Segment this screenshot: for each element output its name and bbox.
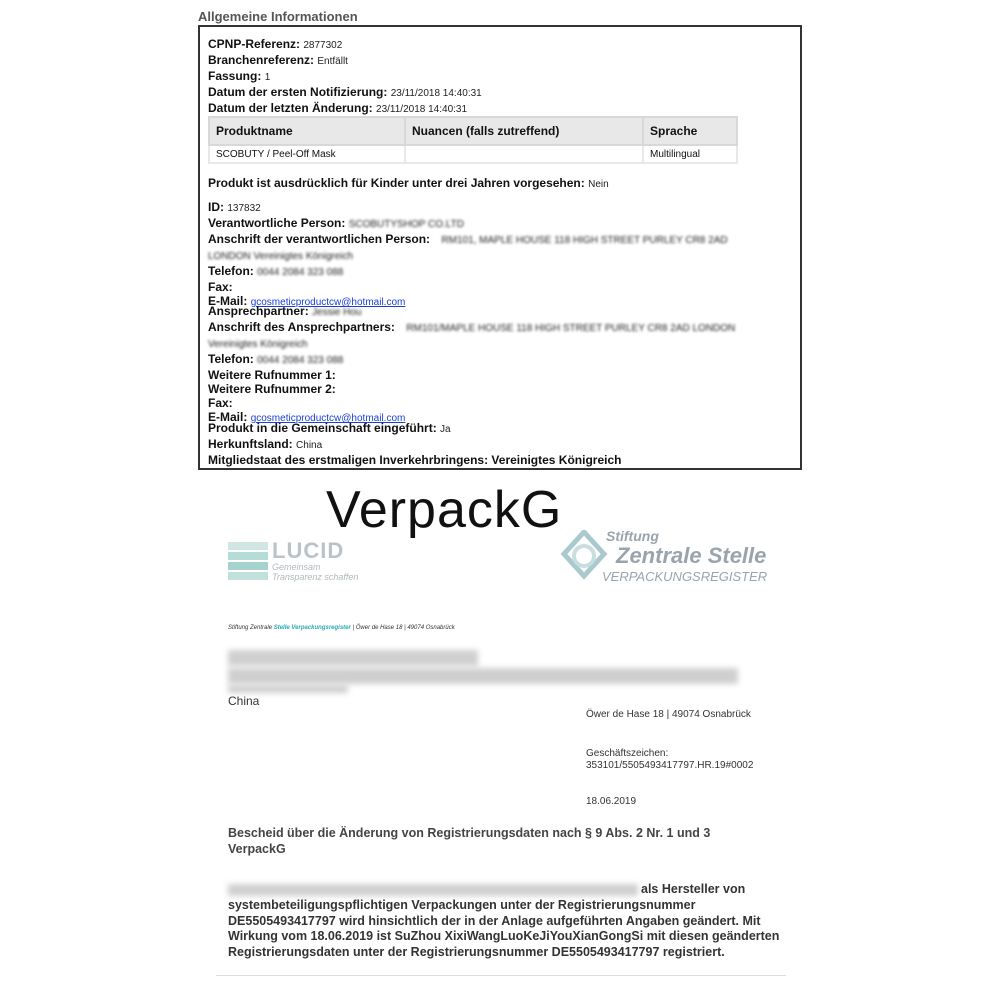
contact-address-label: Anschrift des Ansprechpartners:: [208, 320, 395, 334]
contact-name-label: Ansprechpartner:: [208, 304, 309, 318]
lucid-logo: [228, 538, 368, 584]
id-label: ID:: [208, 200, 224, 214]
header-sprache: Sprache: [643, 117, 737, 145]
lucid-tagline-2: Transparenz schaffen: [272, 572, 359, 582]
reference-value: 353101/5505493417797.HR.19#0002: [586, 760, 754, 771]
responsible-block: [208, 200, 788, 310]
contact-phone-value: 0044 2084 323 088: [257, 355, 344, 366]
cpnp-value: 2877302: [303, 40, 343, 51]
kinder-value: Nein: [588, 179, 609, 190]
member-state-label: Mitgliedstaat des erstmaligen Inverkehrbringens:: [208, 453, 489, 467]
address-line1: RM101, MAPLE HOUSE 118 HIGH STREET PURLEY CR8 2AD: [441, 235, 728, 246]
header-nuancen: Nuancen (falls zutreffend): [405, 117, 643, 145]
origin-value: China: [296, 440, 323, 451]
contact-phone-label: Telefon:: [208, 352, 254, 366]
contact-fax-label: Fax:: [208, 396, 233, 410]
reference-label: Geschäftszeichen:: [586, 748, 669, 759]
lucid-tagline-1: Gemeinsam: [272, 562, 321, 572]
table-row: [209, 145, 737, 163]
redacted-address-2: [228, 668, 738, 684]
fax-label: Fax:: [208, 280, 233, 294]
phone-label: Telefon:: [208, 264, 254, 278]
contact-name-value: Jessie Hou: [312, 307, 362, 318]
community-block: [208, 421, 621, 467]
phone3-label: Weitere Rufnummer 2:: [208, 382, 336, 396]
divider: [216, 975, 786, 976]
phone-value: 0044 2084 323 088: [257, 267, 344, 278]
person-value: SCOBUTYSHOP CO.LTD: [348, 219, 464, 230]
body-line-1: als Hersteller von: [641, 882, 746, 896]
branche-label: Branchenreferenz:: [208, 53, 315, 67]
product-table: [208, 116, 738, 164]
contact-email-label: E-Mail:: [208, 410, 248, 424]
letter-country: China: [228, 694, 260, 708]
cpnp-label: CPNP-Referenz:: [208, 37, 301, 51]
letter-head-suffix: | Öwer de Hase 18 | 49074 Osnabrück: [352, 625, 455, 631]
last-change-label: Datum der letzten Änderung:: [208, 101, 373, 115]
email-label: E-Mail:: [208, 294, 248, 308]
person-label: Verantwortliche Person:: [208, 216, 346, 230]
letter-head-prefix: Stiftung Zentrale: [228, 625, 273, 631]
branche-value: Entfällt: [317, 56, 348, 67]
address-label: Anschrift der verantwortlichen Person:: [208, 232, 431, 246]
body-rest: systembeteiligungspflichtigen Verpackungen unter der Registrierungsnummer DE5505493417797 wird hinsichtlich der in der Anlage aufgeführten Angaben geändert. Mit Wirkung vom 18.06.2019 ist SuZhou XixiWangLuoKeJiYouXianGongSi mit diesen geänderten Registrierungsdaten unter der Registrierungsnummer DE5505493417797 registriert.: [228, 898, 780, 959]
contact-address-line2: Vereinigtes Königreich: [208, 339, 308, 350]
contact-email-link[interactable]: gcosmeticproductcw@hotmail.com: [250, 413, 406, 424]
origin-label: Herkunftsland:: [208, 437, 293, 451]
header-produktname: Produktname: [209, 117, 405, 145]
contact-address-line1: RM101/MAPLE HOUSE 118 HIGH STREET PURLEY CR8 2AD LONDON: [406, 323, 736, 334]
fassung-value: 1: [264, 72, 271, 83]
body-text: [228, 898, 788, 960]
first-notification-value: 23/11/2018 14:40:31: [390, 88, 482, 99]
last-change-value: 23/11/2018 14:40:31: [376, 104, 468, 115]
fassung-label: Fassung:: [208, 69, 262, 83]
cell-language: Multilingual: [643, 145, 737, 163]
zs-line-3: VERPACKUNGSREGISTER: [602, 569, 768, 584]
letter-address: Öwer de Hase 18 | 49074 Osnabrück: [586, 709, 751, 720]
phone2-label: Weitere Rufnummer 1:: [208, 368, 336, 382]
zentrale-stelle-logo: [560, 528, 790, 588]
first-notification-label: Datum der ersten Notifizierung:: [208, 85, 388, 99]
letter-subject: Bescheid über die Änderung von Registrierungsdaten nach § 9 Abs. 2 Nr. 1 und 3 VerpackG: [228, 826, 711, 856]
redacted-address-3: [228, 685, 348, 693]
address-line2: LONDON Vereinigtes Königreich: [208, 251, 354, 262]
email-link[interactable]: gcosmeticproductcw@hotmail.com: [250, 297, 406, 308]
zs-line-2: Zentrale Stelle: [616, 543, 767, 568]
kinder-row: [208, 176, 609, 192]
id-value: 137832: [227, 203, 261, 214]
zs-emblem-icon: [560, 530, 608, 582]
contact-block: [208, 304, 788, 426]
cell-nuance: [405, 145, 643, 163]
section-title: Allgemeine Informationen: [198, 9, 358, 24]
cpnp-fields: [208, 37, 482, 117]
introduced-value: Ja: [440, 424, 451, 435]
lucid-name: LUCID: [272, 538, 345, 563]
letter-date: 18.06.2019: [586, 796, 637, 807]
redacted-body: [228, 884, 638, 896]
redacted-address-1: [228, 650, 478, 666]
letter-head: [228, 625, 455, 631]
verpackg-title: VerpackG: [326, 481, 563, 539]
letter-head-accent: Stelle Verpackungsregister: [273, 625, 351, 631]
member-state-value: Vereinigtes Königreich: [491, 453, 622, 467]
lucid-stack-icon: [228, 538, 272, 582]
zs-line-1: Stiftung: [606, 528, 659, 544]
introduced-label: Produkt in die Gemeinschaft eingeführt:: [208, 421, 437, 435]
product-table-header: [209, 117, 737, 145]
cell-product-name: SCOBUTY / Peel-Off Mask: [209, 145, 405, 163]
kinder-label: Produkt ist ausdrücklich für Kinder unter drei Jahren vorgesehen:: [208, 176, 585, 190]
